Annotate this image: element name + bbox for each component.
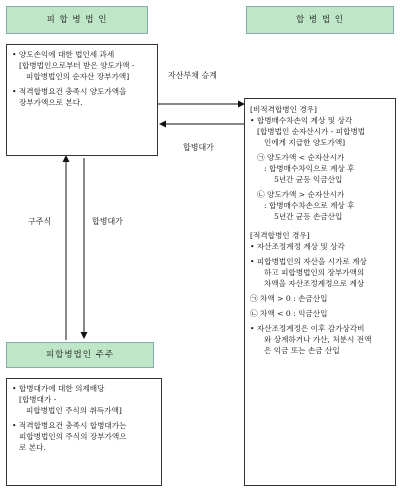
bottom-line: 피합병법인 주식의 취득가액] [26,406,122,415]
left-box [6,44,158,156]
left-line: • 양도손익에 대한 법인세 과세 [12,50,115,59]
right-line: 하고 피합병법인의 장부가액의 [264,268,365,277]
right-line: • 피합병법인의 자산을 시가로 계상 [250,257,367,266]
right-line: 은 익금 또는 손금 산입 [264,346,340,355]
right-line: 5년간 균등 손금산입 [274,212,343,221]
right-line: ㉠ 차액 > 0 : 손금산입 [250,294,328,303]
bottom-line: 로 본다. [19,443,46,452]
bottom-line: • 적격합병요건 충족시 합병대가는 [12,421,127,430]
right-line: 와 상계하거나 가산, 처분시 전액 [264,335,372,344]
right-line: • 합병매수차손익 계상 및 상각 [250,116,353,125]
right-line: 인에게 지급한 양도가액] [264,138,346,147]
bottom-header [6,342,154,368]
old-shares-label: 구주식 [28,217,52,226]
right-line: 5년간 균등 익금산입 [274,175,343,184]
left-header-text: 피 합 병 법 인 [46,15,108,25]
right-line: : 합병매수차익으로 계상 후 [264,164,355,173]
right-line: [합병법인 순자산시가 - 피합병법 [257,127,366,136]
left-line: • 적격합병요건 충족시 양도가액을 [12,87,127,96]
right-line: : 합병매수차손으로 계상 후 [264,201,355,210]
right-header-text: 합 병 법 인 [296,15,344,25]
right-header [246,6,394,34]
right-line: [적격합병인 경우] [250,231,310,240]
bottom-line: • 합병대가에 대한 의제배당 [12,384,105,393]
right-line: • 자산조정계정은 이후 감가상각비 [250,324,365,333]
right-line: ㉠ 양도가액 < 순자산시가 [257,153,345,162]
right-line: 차액을 자산조정계정으로 계상 [264,279,365,288]
asset-transfer-label: 자산부채 승계 [168,71,217,80]
left-line: 피합병법인의 순자산 장부가액] [26,72,130,81]
merger-consideration-side-label: 합병대가 [92,217,123,226]
right-line: ㉡ 양도가액 > 순자산시가 [257,190,345,199]
bottom-header-text: 피합병법인 주주 [45,350,115,360]
merger-consideration-label: 합병대가 [183,143,214,152]
left-line: [합병법인으로부터 받은 양도가액 - [19,61,135,70]
bottom-box [6,378,162,486]
bottom-line: [합병대가 - [19,395,57,404]
left-header [6,6,148,34]
right-line: [비적격합병인 경우] [250,105,318,114]
right-line: ㉡ 차액 < 0 : 익금산입 [250,309,328,318]
right-line: • 자산조정계정 계상 및 상각 [250,242,345,251]
bottom-line: 피합병법인의 주식의 장부가액으 [19,432,127,441]
right-box [244,98,396,486]
left-line: 장부가액으로 본다. [19,98,83,107]
